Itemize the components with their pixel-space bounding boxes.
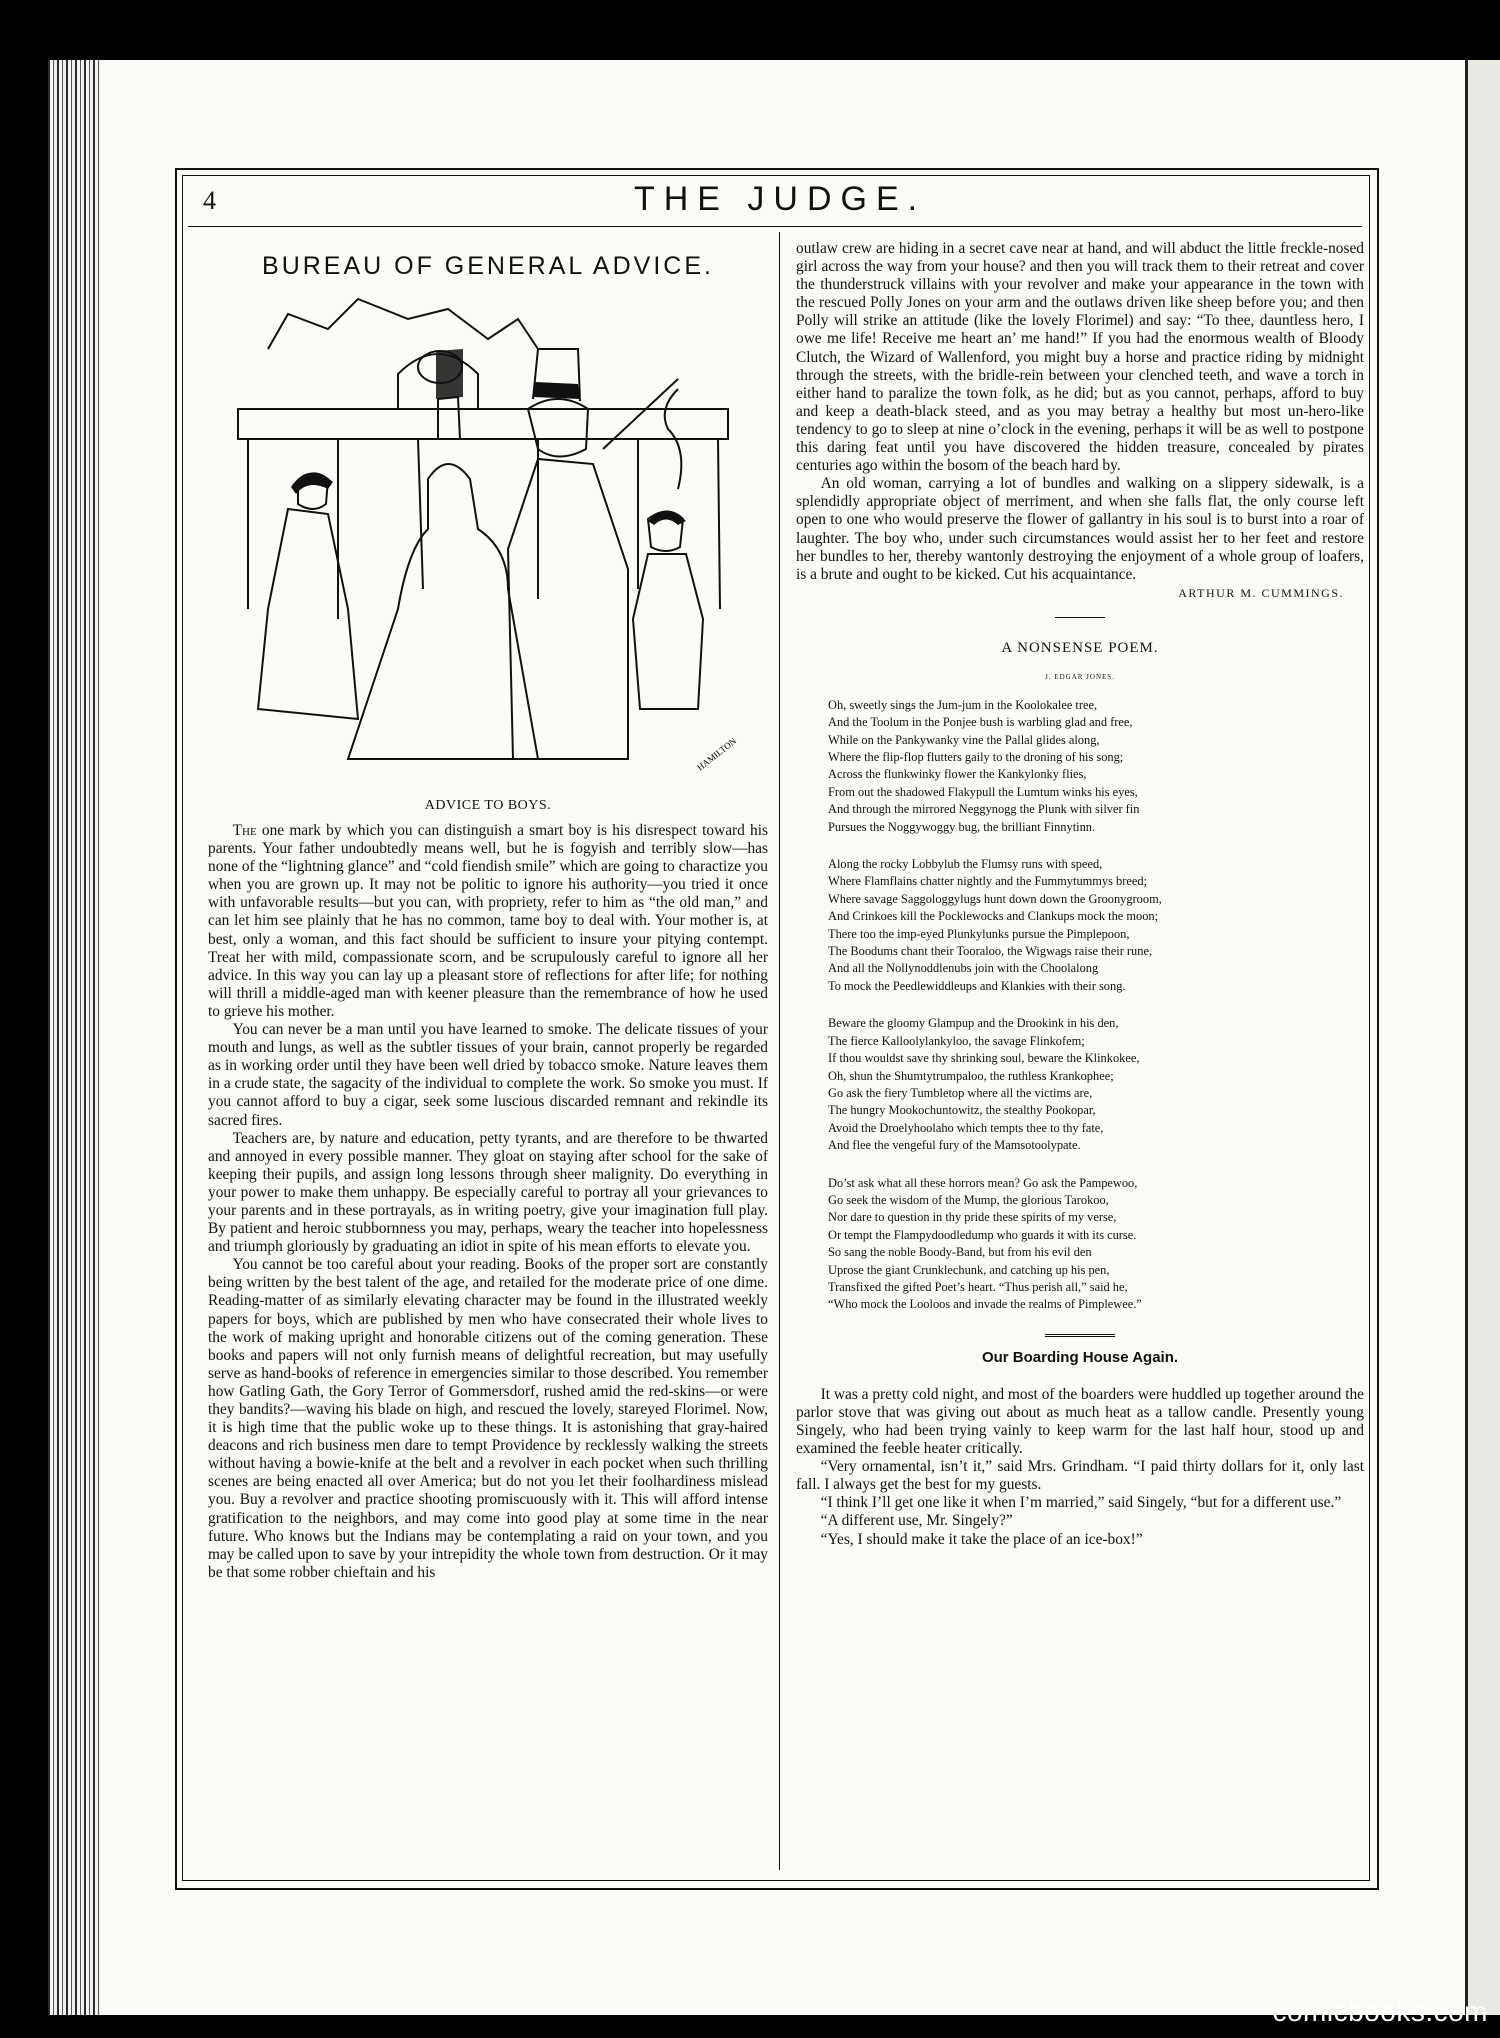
page-number: 4 [203,186,216,215]
book-binding-edge [48,60,100,2015]
poem-line: And through the mirrored Neggynogg the Plunk with silver fin [828,802,1140,817]
poem-line: Avoid the Droelyhoolaho which tempts thee to thy fate, [828,1120,1104,1135]
poem-line: From out the shadowed Flakypull the Lumtum winks his eyes, [828,784,1138,799]
left-column [208,240,768,1582]
poem-line: Beware the gloomy Glampup and the Drookink in his den, [828,1016,1119,1031]
boarding-paragraph-1: It was a pretty cold night, and most of the boarders were huddled up together around the parlor stove that was giving out about as much heat as a tallow candle. Presently young Singely, who had been trying vainly to keep warm for the last half hour, stood up and examined the feeble heater critically. [796,1385,1364,1458]
poem-line: So sang the noble Boody-Band, but from his evil den [828,1245,1092,1260]
poem-line: While on the Pankywanky vine the Pallal glides along, [828,732,1100,747]
cartoon-illustration [208,289,748,779]
poem-line: Oh, sweetly sings the Jum-jum in the Koolokalee tree, [828,697,1098,712]
poem-author: J. EDGAR JONES. [1045,672,1115,681]
boarding-paragraph-3: “I think I’ll get one like it when I’m married,” said Singely, “but for a different use.” [820,1494,1342,1512]
poem-line: “Who mock the Looloos and invade the realms of Pimplewee.” [828,1297,1142,1312]
section-separator-double [1045,1334,1115,1339]
poem-line: Transfixed the gifted Poet’s heart. “Thus perish all,” said he, [828,1279,1128,1294]
poem-line: Where Flamflains chatter nightly and the Fummytummys breed; [828,874,1147,889]
poem-line: Where savage Saggologgylugs hunt down down the Groonygroom, [828,891,1162,906]
poem-line: Go ask the fiery Tumbletop where all the victims are, [828,1085,1093,1100]
poem-title: A NONSENSE POEM. [1001,639,1159,656]
poem-line: There too the imp-eyed Plunkylunks pursue the Pimplepoon, [828,926,1130,941]
poem-line: Pursues the Noggywoggy bug, the brilliant Finnytinn. [828,819,1096,834]
right-column [796,240,1364,1549]
poem-stanza [828,856,1364,995]
boarding-paragraph-2: “Very ornamental, isn’t it,” said Mrs. Grindham. “I paid thirty dollars for it, only last fall. I always get the best for my guests. [796,1458,1364,1494]
masthead-title: THE JUDGE. [633,180,927,218]
poem-line: Go seek the wisdom of the Mump, the glorious Tarokoo, [828,1192,1109,1207]
poem-line: To mock the Peedlewiddleups and Klankies with their song. [828,978,1126,993]
artist-signature: HAMILTON [695,735,739,773]
boarding-paragraph-5: “Yes, I should make it take the place of an ice-box!” [820,1530,1143,1548]
poem-line: And Crinkoes kill the Pocklewocks and Clankups mock the moon; [828,909,1159,924]
site-watermark: comicbooks.com [1272,1996,1488,2027]
adjacent-page-edge [1465,60,1500,2015]
poem-line: Across the flunkwinky flower the Kankylonky flies, [828,767,1087,782]
section-separator [1055,617,1105,618]
boarding-paragraph-4: “A different use, Mr. Singely?” [820,1512,1013,1530]
poem-stanza [828,697,1364,836]
advice-paragraph-2: You can never be a man until you have learned to smoke. The delicate tissues of your mouth and lungs, as well as the subtler tissues of your brain, cannot properly be regarded as in working order until they have been well dried by tobacco smoke. Nature leaves them in a crude state, the sagacity of the individual to complete the work. So smoke you must. If you cannot afford to buy a cigar, seek some luscious discarded remnant and rekindle its sacred fires. [208,1021,768,1129]
poem-line: Oh, shun the Shumtytrumpaloo, the ruthless Krankophee; [828,1068,1114,1083]
poem-stanza [828,1015,1364,1154]
advice-paragraph-3: Teachers are, by nature and education, petty tyrants, and are therefore to be thwarted and annoyed in every possible manner. They gloat on staying after school for the sake of keeping their pupils, and assign long lessons through sheer malignity. Do everything in your power to make them unhappy. Be especially careful to portray all your grievances to your parents and in these portrayals, as in writing poetry, give your imagination full play. By patient and heroic stubbornness you may, perhaps, weary the teacher into hopelessness and triumph gloriously by graduating an idiot in spite of his mean efforts to elevate you. [208,1129,768,1256]
poem-line: If thou wouldst save thy shrinking soul, beware the Klinkokee, [828,1051,1140,1066]
poem-line: The hungry Mookochuntowitz, the stealthy Pookopar, [828,1103,1096,1118]
poem-stanza [828,1175,1364,1314]
author-signature: ARTHUR M. CUMMINGS. [1178,585,1344,600]
advice-paragraph-1: The one mark by which you can distinguish a smart boy is his disrespect toward his parents. Your father undoubtedly means well, but he is fogyish and terribly slow—has none of the “lightning glance” and “cold fiendish smile” which are going to charactize you when you are grown up. It may not be politic to ignore his authority—you tried it once with unfavorable results—but you can, with propriety, refer to him as “the old man,” and can let him see plainly that he has no common, tame boy to deal with. Your mother is, at best, only a woman, and this fact should be sufficient to insure your pitying contempt. Treat her with mild, compassionate scorn, and be scrupulously careful to ignore all her advice. In this way you can lay up a pleasant store of reflections for after life; for nothing will thrill a middle-aged man with keener pleasure than the remembrance of how he used to grieve his mother. [208,822,768,1020]
header-rule [188,226,1362,227]
poem-line: Nor dare to question in thy pride these spirits of my verse, [828,1210,1117,1225]
advice-continuation-1: outlaw crew are hiding in a secret cave near at hand, and will abduct the little freckle-nosed girl across the way from your house? and then you will track them to their retreat and cover the thunderstruck villains with your revolver and make your appearance in the town with the rescued Polly Jones on your arm and the outlaws driven like sheep before you; and then Polly will strike an attitude (like the lovely Florimel) and say: “To thee, dauntless hero, I owe me life! Receive me heart an’ me hand!” If you had the enormous wealth of Bloody Clutch, the Wizard of Wallenford, you might buy a horse and practice riding by midnight through the streets, with the bridle-rein between your clenched teeth, and wave a torch in either hand to paralize the town folk, as he did; but as you cannot, perhaps, afford to buy and keep a death-black steed, and as you may betray a healthy but most un-hero-like tendency to go to sleep at nine o’clock in the evening, perhaps it will be as well to postpone this daring feat until you have discovered the hidden treasure, concealed by pirates centuries ago within the bosom of the beach hard by. [796,240,1364,475]
advice-paragraph-4: You cannot be too careful about your reading. Books of the proper sort are constantly being written by the best talent of the age, and retailed for the moderate price of one dime. Reading-matter of as similarly elevating character may be found in the illustrated weekly papers for boys, which are published by men who have consecrated their whole lives to the work of making upright and honorable citizens out of the coming generation. These books and papers will not only furnish means of delightful recreation, but may usefully serve as hand-books of reference in emergencies similar to those described. You remember how Gatling Gath, the Gory Terror of Gommersdorf, rushed amid the red-skins—or were they bandits?—waving his blade on high, and rescued the lovely, stareyed Florimel. Now, it is high time that the public woke up to these things. It is astonishing that gray-haired deacons and rich business men dare to tempt Providence by recklessly walking the streets without having a bowie-knife at the belt and a revolver in each pocket when such thrilling scenes are being enacted all over America; but do not you let their foolhardiness mislead you. Buy a revolver and practice shooting promiscuously with it. This will afford intense gratification to the neighbors, and may come into good play at some time in the near future. Who knows but the Indians may be contemplating a raid on your town, and you may be called upon to save by your intrepidity the whole town from destruction. Or it may be that some robber chieftain and his [208,1256,768,1581]
advice-continuation-2: An old woman, carrying a lot of bundles and walking on a slippery sidewalk, is a splendidly appropriate object of merriment, and when she falls flat, the only course left open to one who would preserve the flower of gallantry in his soul is to burst into a roar of laughter. The boy who, under such circumstances would assist her to her feet and restore her bundles to her, thereby wantonly destroying the enjoyment of a whole group of loafers, is a brute and ought to be kicked. Cut his acquaintance. [796,475,1364,583]
cartoon-caption: ADVICE TO BOYS. [424,798,552,813]
poem-line: Or tempt the Flampydoodledump who guards it with its curse. [828,1227,1137,1242]
poem-line: Where the flip-flop flutters gaily to the droning of his song; [828,750,1124,764]
column-rule [779,232,780,1870]
bureau-title: BUREAU OF GENERAL ADVICE. [262,252,714,280]
poem-line: Do’st ask what all these horrors mean? Go ask the Pampewoo, [828,1175,1138,1190]
poem-line: The fierce Kalloolylankyloo, the savage Flinkofem; [828,1033,1085,1048]
boarding-house-title: Our Boarding House Again. [981,1348,1179,1366]
poem-line: And all the Nollynoddlenubs join with the Choolalong [828,961,1099,976]
drop-word: The [232,822,257,839]
poem-line: Uprose the giant Crunklechunk, and catching up his pen, [828,1262,1110,1277]
poem-line: Along the rocky Lobbylub the Flumsy runs with speed, [828,857,1103,872]
poem-line: And the Toolum in the Ponjee bush is warbling glad and free, [828,715,1133,730]
poem-line: And flee the vengeful fury of the Mamsotoolypate. [828,1138,1081,1153]
poem-line: The Boodums chant their Tooraloo, the Wigwags raise their rune, [828,944,1153,959]
